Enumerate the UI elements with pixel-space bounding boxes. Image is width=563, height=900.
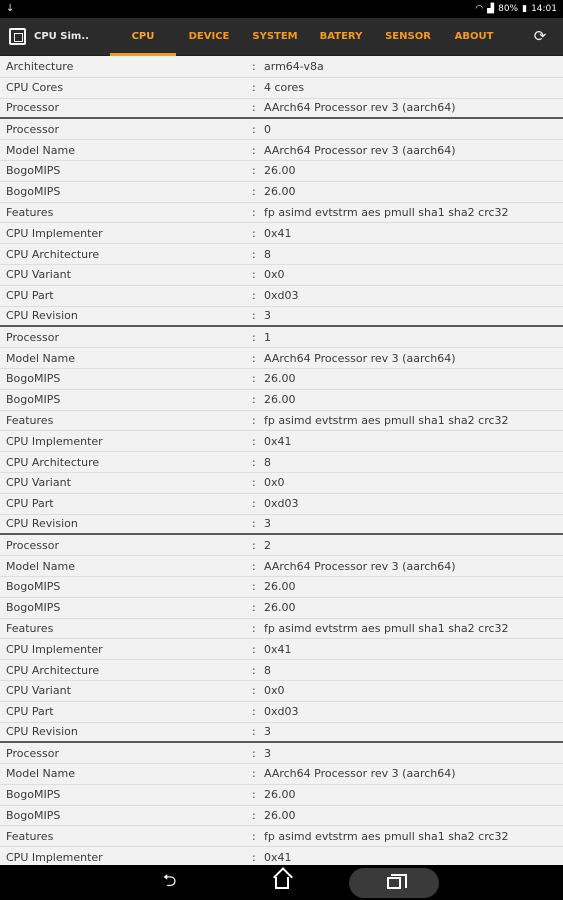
- info-row: [0, 119, 563, 140]
- info-colon: :: [252, 101, 256, 115]
- info-key: Model Name: [6, 559, 75, 573]
- info-row: [0, 702, 563, 723]
- info-colon: :: [252, 268, 256, 282]
- info-value: 0x0: [264, 268, 285, 282]
- info-value: 1: [264, 330, 271, 344]
- info-value: AArch64 Processor rev 3 (aarch64): [264, 559, 456, 573]
- info-colon: :: [252, 517, 256, 531]
- info-value: fp asimd evtstrm aes pmull sha1 sha2 crc32: [264, 621, 509, 635]
- info-key: Features: [6, 413, 54, 427]
- info-value: 26.00: [264, 393, 296, 407]
- info-key: Processor: [6, 122, 59, 136]
- tab-about[interactable]: ABOUT: [454, 31, 494, 42]
- info-value: 26.00: [264, 185, 296, 199]
- app-title: CPU Sim..: [34, 31, 89, 42]
- info-value: 0x41: [264, 642, 292, 656]
- info-key: CPU Variant: [6, 268, 71, 282]
- info-key: CPU Cores: [6, 81, 64, 95]
- info-row: [0, 577, 563, 598]
- info-row: [0, 140, 563, 161]
- info-key: CPU Implementer: [6, 642, 103, 656]
- info-colon: :: [252, 725, 256, 739]
- info-key: Processor: [6, 101, 59, 115]
- info-value: fp asimd evtstrm aes pmull sha1 sha2 crc32: [264, 829, 509, 843]
- wifi-icon: ◠: [475, 4, 484, 14]
- info-row: [0, 431, 563, 452]
- navigation-bar: [0, 865, 563, 900]
- info-row: [0, 826, 563, 847]
- info-value: AArch64 Processor rev 3 (aarch64): [264, 351, 456, 365]
- info-key: CPU Variant: [6, 684, 71, 698]
- info-colon: :: [252, 185, 256, 199]
- info-row: [0, 327, 563, 348]
- info-value: 3: [264, 725, 271, 739]
- cpu-info-list[interactable]: [0, 57, 563, 865]
- info-colon: :: [252, 746, 256, 760]
- info-colon: :: [252, 372, 256, 386]
- info-key: BogoMIPS: [6, 788, 61, 802]
- info-key: Processor: [6, 330, 59, 344]
- info-colon: :: [252, 164, 256, 178]
- info-key: Model Name: [6, 351, 75, 365]
- info-colon: :: [252, 601, 256, 615]
- info-value: 0x0: [264, 476, 285, 490]
- info-row: [0, 535, 563, 556]
- info-value: 3: [264, 309, 271, 323]
- info-colon: :: [252, 705, 256, 719]
- info-row: [0, 598, 563, 619]
- info-row: [0, 265, 563, 286]
- info-row: [0, 681, 563, 702]
- info-value: fp asimd evtstrm aes pmull sha1 sha2 crc32: [264, 205, 509, 219]
- info-row: [0, 244, 563, 265]
- info-row: [0, 390, 563, 411]
- info-colon: :: [252, 476, 256, 490]
- info-row: [0, 182, 563, 203]
- info-key: CPU Implementer: [6, 850, 103, 864]
- info-key: CPU Revision: [6, 309, 78, 323]
- battery-icon: ▮: [522, 4, 528, 14]
- info-key: CPU Part: [6, 705, 54, 719]
- info-colon: :: [252, 60, 256, 74]
- tab-system[interactable]: SYSTEM: [252, 31, 298, 42]
- info-key: CPU Variant: [6, 476, 71, 490]
- info-value: 26.00: [264, 809, 296, 823]
- info-row: [0, 619, 563, 640]
- info-row: [0, 847, 563, 865]
- info-value: 2: [264, 538, 271, 552]
- info-colon: :: [252, 351, 256, 365]
- info-colon: :: [252, 289, 256, 303]
- info-key: CPU Revision: [6, 725, 78, 739]
- info-key: CPU Revision: [6, 517, 78, 531]
- home-icon[interactable]: [237, 868, 327, 898]
- info-colon: :: [252, 538, 256, 552]
- info-row: [0, 785, 563, 806]
- info-key: Processor: [6, 746, 59, 760]
- info-colon: :: [252, 205, 256, 219]
- info-colon: :: [252, 663, 256, 677]
- info-row: [0, 743, 563, 764]
- tab-sensor[interactable]: SENSOR: [385, 31, 431, 42]
- info-colon: :: [252, 684, 256, 698]
- info-row: [0, 78, 563, 99]
- info-key: BogoMIPS: [6, 164, 61, 178]
- info-value: 26.00: [264, 601, 296, 615]
- battery-percent: 80%: [498, 4, 519, 14]
- info-colon: :: [252, 788, 256, 802]
- info-colon: :: [252, 642, 256, 656]
- download-icon: ↓: [6, 3, 15, 14]
- info-colon: :: [252, 767, 256, 781]
- info-value: 0x0: [264, 684, 285, 698]
- info-colon: :: [252, 247, 256, 261]
- info-value: 26.00: [264, 164, 296, 178]
- info-value: 8: [264, 663, 271, 677]
- info-row: [0, 556, 563, 577]
- info-value: 0xd03: [264, 705, 299, 719]
- info-row: [0, 203, 563, 224]
- info-value: fp asimd evtstrm aes pmull sha1 sha2 crc32: [264, 413, 509, 427]
- info-value: 26.00: [264, 788, 296, 802]
- info-row: [0, 99, 563, 120]
- cpu-chip-icon: [0, 18, 34, 56]
- info-key: Model Name: [6, 767, 75, 781]
- info-value: 8: [264, 455, 271, 469]
- info-key: Model Name: [6, 143, 75, 157]
- info-value: AArch64 Processor rev 3 (aarch64): [264, 101, 456, 115]
- info-row: [0, 286, 563, 307]
- info-colon: :: [252, 122, 256, 136]
- info-row: [0, 161, 563, 182]
- tab-device[interactable]: DEVICE: [188, 31, 230, 42]
- info-key: BogoMIPS: [6, 185, 61, 199]
- info-value: 26.00: [264, 372, 296, 386]
- info-colon: :: [252, 809, 256, 823]
- info-key: CPU Implementer: [6, 226, 103, 240]
- info-row: [0, 223, 563, 244]
- info-value: 0xd03: [264, 497, 299, 511]
- info-row: [0, 660, 563, 681]
- info-colon: :: [252, 497, 256, 511]
- status-bar: [0, 0, 563, 18]
- info-row: [0, 494, 563, 515]
- info-key: BogoMIPS: [6, 580, 61, 594]
- refresh-icon[interactable]: ⟳: [533, 27, 547, 45]
- info-key: BogoMIPS: [6, 809, 61, 823]
- info-row: [0, 639, 563, 660]
- info-value: 4 cores: [264, 81, 305, 95]
- info-row: [0, 515, 563, 536]
- recents-icon[interactable]: [349, 868, 439, 898]
- signal-icon: ▟: [487, 4, 495, 14]
- info-colon: :: [252, 850, 256, 864]
- info-key: CPU Architecture: [6, 663, 100, 677]
- info-key: CPU Architecture: [6, 247, 100, 261]
- back-icon[interactable]: ⮌: [162, 871, 177, 891]
- info-key: CPU Architecture: [6, 455, 100, 469]
- info-value: 26.00: [264, 580, 296, 594]
- info-key: Architecture: [6, 60, 74, 74]
- info-colon: :: [252, 309, 256, 323]
- info-row: [0, 307, 563, 328]
- info-key: CPU Implementer: [6, 434, 103, 448]
- info-colon: :: [252, 621, 256, 635]
- info-row: [0, 473, 563, 494]
- info-key: Features: [6, 621, 54, 635]
- info-value: 8: [264, 247, 271, 261]
- info-row: [0, 369, 563, 390]
- info-colon: :: [252, 393, 256, 407]
- info-row: [0, 764, 563, 785]
- info-colon: :: [252, 559, 256, 573]
- info-colon: :: [252, 81, 256, 95]
- info-value: AArch64 Processor rev 3 (aarch64): [264, 767, 456, 781]
- tab-batery[interactable]: BATERY: [319, 31, 363, 42]
- info-colon: :: [252, 226, 256, 240]
- info-value: 0x41: [264, 434, 292, 448]
- info-row: [0, 452, 563, 473]
- tab-cpu[interactable]: CPU: [110, 18, 176, 56]
- info-row: [0, 806, 563, 827]
- info-value: 0xd03: [264, 289, 299, 303]
- info-value: 3: [264, 746, 271, 760]
- info-value: AArch64 Processor rev 3 (aarch64): [264, 143, 456, 157]
- info-colon: :: [252, 330, 256, 344]
- info-row: [0, 723, 563, 744]
- info-value: 0x41: [264, 226, 292, 240]
- info-colon: :: [252, 580, 256, 594]
- info-colon: :: [252, 434, 256, 448]
- info-value: 0: [264, 122, 271, 136]
- info-key: BogoMIPS: [6, 372, 61, 386]
- info-row: [0, 411, 563, 432]
- info-colon: :: [252, 829, 256, 843]
- info-key: CPU Part: [6, 497, 54, 511]
- info-key: Features: [6, 205, 54, 219]
- info-row: [0, 348, 563, 369]
- tab-bar: [110, 18, 506, 56]
- info-colon: :: [252, 143, 256, 157]
- app-bar: [0, 18, 563, 56]
- info-colon: :: [252, 413, 256, 427]
- info-key: BogoMIPS: [6, 393, 61, 407]
- info-key: BogoMIPS: [6, 601, 61, 615]
- info-value: 0x41: [264, 850, 292, 864]
- info-value: 3: [264, 517, 271, 531]
- info-colon: :: [252, 455, 256, 469]
- info-value: arm64-v8a: [264, 60, 324, 74]
- info-key: CPU Part: [6, 289, 54, 303]
- info-key: Features: [6, 829, 54, 843]
- status-time: 14:01: [531, 4, 557, 14]
- info-row: [0, 57, 563, 78]
- info-key: Processor: [6, 538, 59, 552]
